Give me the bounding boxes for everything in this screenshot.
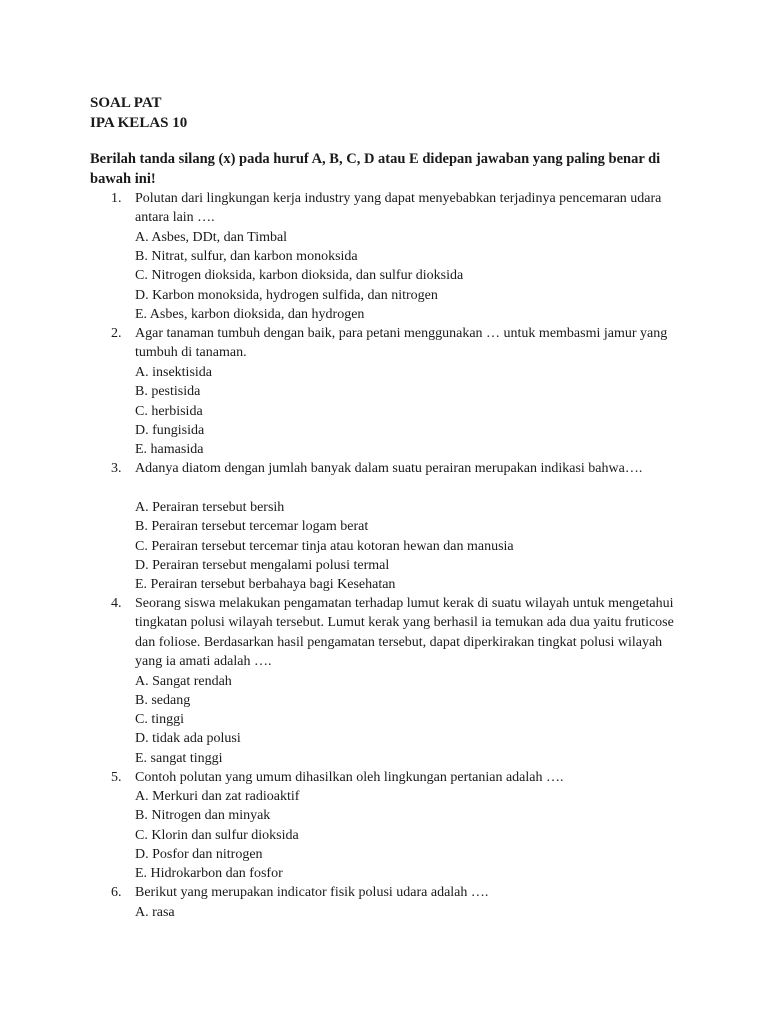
answer-option: D. Karbon monoksida, hydrogen sulfida, dan nitrogen xyxy=(135,288,438,303)
question-number: 5. xyxy=(111,770,122,785)
answer-option: D. Perairan tersebut mengalami polusi termal xyxy=(135,558,390,573)
answer-option: A. Asbes, DDt, dan Timbal xyxy=(135,230,288,245)
question-number: 1. xyxy=(111,191,122,206)
document-title: SOAL PAT xyxy=(90,95,162,111)
answer-option: A. Sangat rendah xyxy=(135,674,232,689)
answer-option: B. sedang xyxy=(135,693,191,708)
answer-option: A. Merkuri dan zat radioaktif xyxy=(135,789,300,804)
answer-option: A. insektisida xyxy=(135,365,212,380)
answer-option: A. Perairan tersebut bersih xyxy=(135,500,285,515)
answer-option: B. Perairan tersebut tercemar logam berat xyxy=(135,519,369,534)
question-text: Seorang siswa melakukan pengamatan terhadap lumut kerak di suatu wilayah untuk mengetahui tingkatan polusi wilayah tersebut. Lumut kerak yang berhasil ia temukan ada dua yaitu fruticose dan foliose. Berdasarkan hasil pengamatan tersebut, dapat diperkirakan tingkat polusi wilayah yang ia amati adalah …. xyxy=(135,596,674,670)
answer-option: C. tinggi xyxy=(135,712,185,727)
answer-option: E. Hidrokarbon dan fosfor xyxy=(135,866,283,881)
instruction-text: Berilah tanda silang (x) pada huruf A, B, C, D atau E didepan jawaban yang paling benar di bawah ini! xyxy=(90,151,661,187)
answer-option: C. herbisida xyxy=(135,404,203,419)
answer-option: D. Posfor dan nitrogen xyxy=(135,847,263,862)
question-text: Adanya diatom dengan jumlah banyak dalam suatu perairan merupakan indikasi bahwa…. xyxy=(135,461,643,476)
question-text: Agar tanaman tumbuh dengan baik, para petani menggunakan … untuk membasmi jamur yang tumbuh di tanaman. xyxy=(135,326,668,361)
question-number: 6. xyxy=(111,885,122,900)
answer-option: C. Klorin dan sulfur dioksida xyxy=(135,828,299,843)
answer-option: A. rasa xyxy=(135,905,175,920)
question-text: Berikut yang merupakan indicator fisik polusi udara adalah …. xyxy=(135,885,489,900)
answer-option: B. Nitrat, sulfur, dan karbon monoksida xyxy=(135,249,358,264)
question-number: 2. xyxy=(111,326,122,341)
question-text: Contoh polutan yang umum dihasilkan oleh lingkungan pertanian adalah …. xyxy=(135,770,564,785)
question-text: Polutan dari lingkungan kerja industry yang dapat menyebabkan terjadinya pencemaran udara antara lain …. xyxy=(135,191,662,226)
answer-option: D. fungisida xyxy=(135,423,205,438)
answer-option: C. Nitrogen dioksida, karbon dioksida, dan sulfur dioksida xyxy=(135,268,464,283)
answer-option: E. Perairan tersebut berbahaya bagi Kesehatan xyxy=(135,577,396,592)
answer-option: C. Perairan tersebut tercemar tinja atau kotoran hewan dan manusia xyxy=(135,539,514,554)
document-subtitle: IPA KELAS 10 xyxy=(90,115,188,131)
answer-option: E. hamasida xyxy=(135,442,204,457)
answer-option: D. tidak ada polusi xyxy=(135,731,241,746)
question-number: 4. xyxy=(111,596,122,611)
question-number: 3. xyxy=(111,461,122,476)
answer-option: E. Asbes, karbon dioksida, dan hydrogen xyxy=(135,307,365,322)
answer-option: E. sangat tinggi xyxy=(135,751,223,766)
answer-option: B. Nitrogen dan minyak xyxy=(135,808,271,823)
answer-option: B. pestisida xyxy=(135,384,201,399)
